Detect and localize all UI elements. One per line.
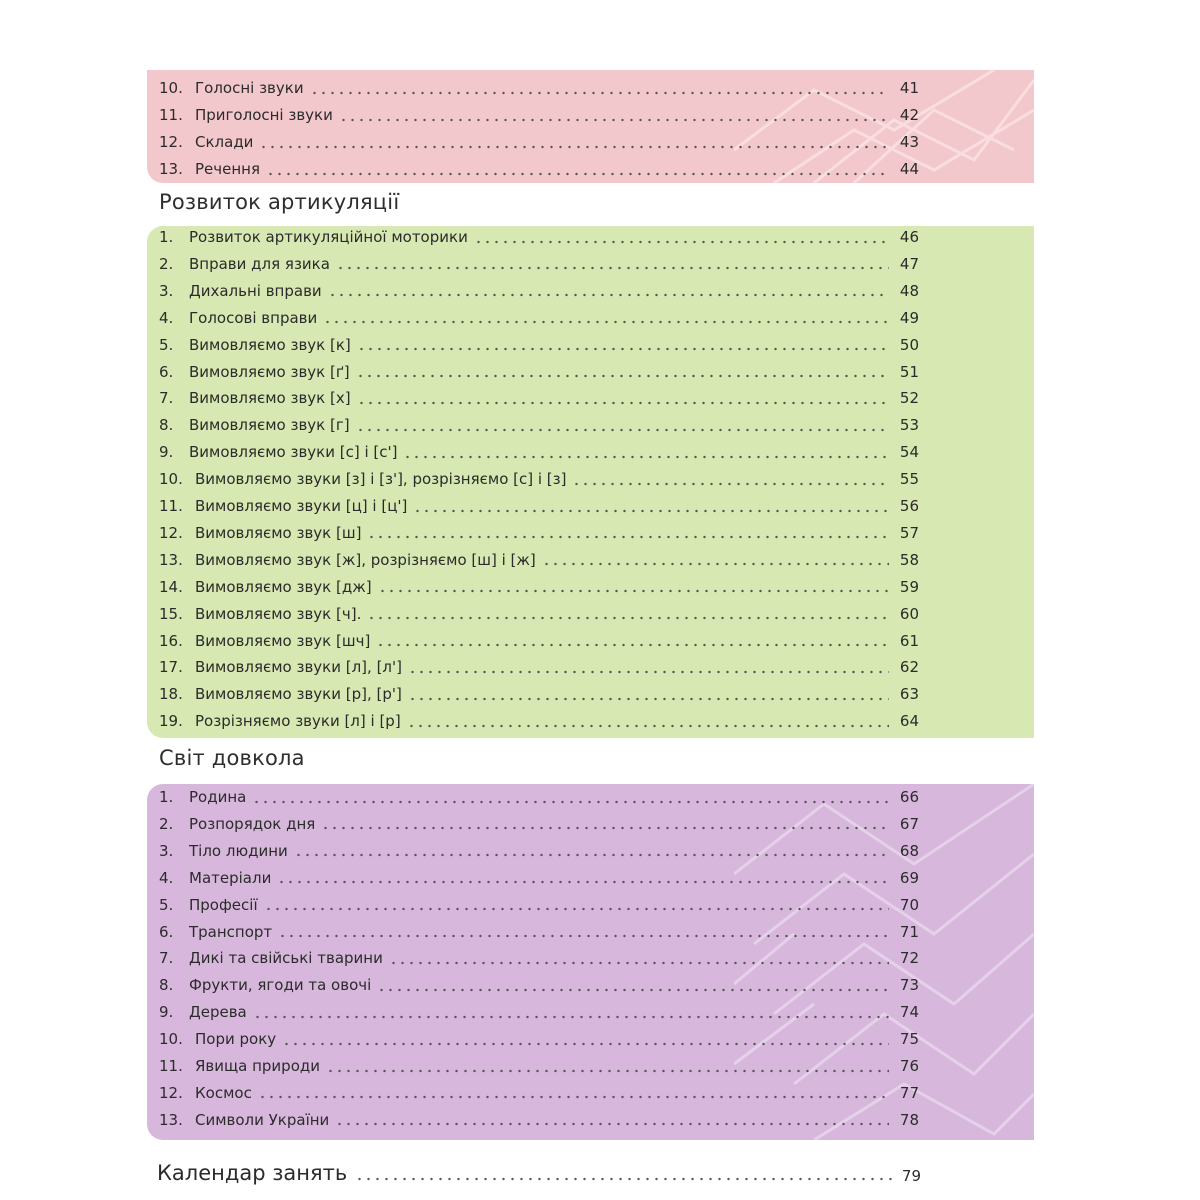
- toc-entry[interactable]: [159, 439, 919, 466]
- dot-leader: [328, 293, 889, 297]
- toc-entry[interactable]: [159, 574, 919, 601]
- toc-entry[interactable]: [159, 278, 919, 305]
- toc-entry[interactable]: [159, 838, 919, 865]
- toc-entry-page: 69: [899, 868, 919, 887]
- dot-leader: [259, 145, 889, 149]
- toc-entry-page: 60: [899, 604, 919, 623]
- toc-entry-number: 16.: [159, 631, 183, 650]
- toc-entry-page: 41: [899, 79, 919, 97]
- toc-entry-number: 13.: [159, 160, 183, 178]
- toc-entry[interactable]: [159, 1080, 919, 1107]
- toc-entry[interactable]: [159, 547, 919, 574]
- toc-entry[interactable]: [159, 1107, 919, 1134]
- toc-entry-number: 17.: [159, 658, 183, 677]
- dot-leader: [378, 589, 889, 593]
- toc-entry-label: Вимовляємо звук [ґ]: [189, 362, 350, 381]
- toc-entry-label: Матеріали: [189, 868, 272, 887]
- toc-entry-page: 76: [899, 1057, 919, 1075]
- toc-entry[interactable]: [159, 129, 919, 156]
- dot-leader: [572, 482, 889, 486]
- dot-leader: [323, 320, 889, 324]
- toc-entry[interactable]: [159, 305, 919, 332]
- toc-entry[interactable]: [159, 601, 919, 628]
- toc-entry-label: Вимовляємо звук [к]: [189, 335, 351, 354]
- calendar-entry-label: Календар занять: [157, 1161, 348, 1185]
- toc-entry-number: 1.: [159, 788, 174, 806]
- dot-leader: [258, 1095, 889, 1099]
- toc-entry-number: 6.: [159, 362, 174, 381]
- toc-entry-page: 56: [899, 497, 919, 515]
- toc-entry-label: Вимовляємо звук [дж]: [195, 577, 372, 596]
- toc-entry-label: Професії: [189, 895, 258, 914]
- toc-entry[interactable]: [159, 892, 919, 919]
- dot-leader: [357, 347, 889, 351]
- toc-entry-label: Космос: [195, 1083, 252, 1102]
- toc-entry-label: Вимовляємо звук [х]: [189, 389, 351, 408]
- toc-entry-page: 73: [899, 976, 919, 995]
- toc-entry-label: Дихальні вправи: [189, 281, 322, 300]
- toc-entry-label: Пори року: [195, 1030, 277, 1049]
- dot-leader: [339, 118, 889, 122]
- toc-entry[interactable]: [159, 945, 919, 972]
- toc-entry[interactable]: [159, 865, 919, 892]
- toc-entry[interactable]: [159, 520, 919, 547]
- world-section-panel: [147, 784, 1034, 1140]
- toc-entry-page: 47: [899, 254, 919, 273]
- toc-entry-label: Розпорядок дня: [189, 814, 316, 833]
- toc-entry-page: 70: [899, 895, 919, 914]
- dot-leader: [408, 697, 889, 701]
- dot-leader: [403, 455, 889, 459]
- toc-entry-label: Родина: [189, 788, 247, 806]
- dot-leader: [389, 961, 889, 965]
- toc-entry-page: 58: [899, 550, 919, 569]
- toc-entry-page: 51: [899, 362, 919, 381]
- toc-entry-number: 7.: [159, 949, 174, 968]
- toc-entry-label: Вимовляємо звук [ч].: [195, 604, 362, 623]
- toc-entry[interactable]: [159, 226, 919, 251]
- toc-entry-page: 43: [899, 133, 919, 151]
- toc-entry-label: Вимовляємо звук [шч]: [195, 631, 371, 650]
- toc-entry-page: 44: [899, 160, 919, 178]
- toc-entry-number: 18.: [159, 685, 183, 704]
- toc-entry-number: 9.: [159, 1003, 174, 1022]
- toc-entry[interactable]: [159, 102, 919, 129]
- dot-leader: [377, 988, 889, 992]
- sounds-section-panel: [147, 70, 1034, 183]
- toc-entry-label: Тіло людини: [189, 841, 288, 860]
- toc-entry-label: Голосові вправи: [189, 308, 318, 327]
- toc-entry-label: Розвиток артикуляційної моторики: [189, 228, 468, 246]
- toc-entry-page: 64: [899, 712, 919, 731]
- toc-entry-number: 2.: [159, 254, 174, 273]
- toc-entry-page: 55: [899, 470, 919, 489]
- dot-leader: [367, 535, 889, 539]
- toc-entry[interactable]: [159, 493, 919, 520]
- toc-entry-number: 5.: [159, 895, 174, 914]
- toc-entry-label: Вимовляємо звук [г]: [189, 416, 350, 435]
- toc-entry-label: Фрукти, ягоди та овочі: [189, 976, 372, 995]
- toc-entry-number: 11.: [159, 497, 183, 515]
- dot-leader: [474, 240, 889, 244]
- toc-entry-number: 1.: [159, 228, 174, 246]
- toc-entry-number: 6.: [159, 922, 174, 941]
- dot-leader: [326, 1069, 889, 1073]
- world-section-title: Світ довкола: [159, 746, 305, 770]
- toc-entry-number: 12.: [159, 133, 183, 151]
- toc-entry-number: 8.: [159, 976, 174, 995]
- toc-entry-page: 46: [899, 228, 919, 246]
- toc-entry[interactable]: [159, 412, 919, 439]
- toc-entry-label: Вимовляємо звуки [ц] і [ц']: [195, 497, 408, 515]
- toc-entry-number: 11.: [159, 106, 183, 124]
- calendar-entry-page: 79: [901, 1167, 921, 1185]
- toc-entry-number: 4.: [159, 308, 174, 327]
- toc-entry[interactable]: [159, 1026, 919, 1053]
- dot-leader: [542, 562, 889, 566]
- toc-entry[interactable]: [159, 972, 919, 999]
- dot-leader: [357, 401, 889, 405]
- dot-leader: [310, 91, 889, 95]
- toc-entry-number: 10.: [159, 1030, 183, 1049]
- toc-entry-number: 9.: [159, 443, 174, 462]
- dot-leader: [376, 643, 889, 647]
- toc-entry-number: 10.: [159, 79, 183, 97]
- toc-entry-page: 50: [899, 335, 919, 354]
- toc-entry-label: Вимовляємо звуки [з] і [з'], розрізняємо [с] і [з]: [195, 470, 567, 489]
- dot-leader: [355, 1177, 894, 1181]
- toc-entry-page: 54: [899, 443, 919, 462]
- dot-leader: [335, 1122, 889, 1126]
- toc-entry-label: Вимовляємо звук [ш]: [195, 523, 362, 542]
- toc-entry-number: 4.: [159, 868, 174, 887]
- toc-entry-number: 12.: [159, 1083, 183, 1102]
- dot-leader: [264, 907, 889, 911]
- toc-entry-label: Вправи для язика: [189, 254, 330, 273]
- toc-entry-number: 14.: [159, 577, 183, 596]
- toc-entry-page: 42: [899, 106, 919, 124]
- toc-entry-number: 12.: [159, 523, 183, 542]
- toc-entry[interactable]: [159, 466, 919, 493]
- toc-entry-number: 3.: [159, 281, 174, 300]
- toc-entry-page: 52: [899, 389, 919, 408]
- toc-entry-number: 13.: [159, 550, 183, 569]
- toc-entry-page: 61: [899, 631, 919, 650]
- toc-entry-label: Вимовляємо звук [ж], розрізняємо [ш] і [ж]: [195, 550, 536, 569]
- toc-entry-page: 49: [899, 308, 919, 327]
- toc-entry-number: 19.: [159, 712, 183, 731]
- dot-leader: [321, 826, 889, 830]
- toc-entry-label: Голосні звуки: [195, 79, 304, 97]
- toc-entry-page: 62: [899, 658, 919, 677]
- toc-entry-page: 48: [899, 281, 919, 300]
- toc-entry[interactable]: [159, 1053, 919, 1080]
- toc-entry[interactable]: [159, 784, 919, 811]
- dot-leader: [278, 934, 889, 938]
- toc-entry[interactable]: [159, 681, 919, 708]
- toc-entry-label: Дикі та свійські тварини: [189, 949, 383, 968]
- dot-leader: [282, 1042, 889, 1046]
- toc-entry-page: 66: [899, 788, 919, 806]
- toc-entry-page: 53: [899, 416, 919, 435]
- toc-entry-number: 7.: [159, 389, 174, 408]
- dot-leader: [407, 724, 889, 728]
- toc-entry-label: Вимовляємо звуки [л], [л']: [195, 658, 402, 677]
- toc-entry[interactable]: [159, 332, 919, 359]
- toc-entry-label: Вимовляємо звуки [с] і [с']: [189, 443, 398, 462]
- toc-entry-label: Транспорт: [189, 922, 273, 941]
- toc-entry-page: 59: [899, 577, 919, 596]
- toc-entry-number: 3.: [159, 841, 174, 860]
- toc-entry-page: 77: [899, 1083, 919, 1102]
- toc-entry[interactable]: [159, 156, 919, 183]
- toc-entry-number: 15.: [159, 604, 183, 623]
- dot-leader: [413, 509, 889, 513]
- toc-entry-page: 75: [899, 1030, 919, 1049]
- dot-leader: [266, 172, 889, 176]
- articulation-section-panel: [147, 226, 1034, 738]
- toc-entry-label: Символи України: [195, 1110, 330, 1129]
- toc-entry-number: 10.: [159, 470, 183, 489]
- toc-entry-page: 57: [899, 523, 919, 542]
- toc-entry[interactable]: [159, 251, 919, 278]
- dot-leader: [356, 374, 889, 378]
- toc-entry[interactable]: [159, 359, 919, 386]
- toc-entry-page: 74: [899, 1003, 919, 1022]
- toc-entry-number: 8.: [159, 416, 174, 435]
- dot-leader: [253, 1015, 889, 1019]
- toc-entry-page: 71: [899, 922, 919, 941]
- toc-entry-label: Вимовляємо звуки [р], [р']: [195, 685, 402, 704]
- dot-leader: [356, 428, 889, 432]
- articulation-section-title: Розвиток артикуляції: [159, 190, 400, 214]
- toc-entry[interactable]: [159, 654, 919, 681]
- toc-entry[interactable]: [159, 999, 919, 1026]
- calendar-entry[interactable]: [157, 1158, 921, 1188]
- toc-entry-number: 2.: [159, 814, 174, 833]
- toc-entry-page: 72: [899, 949, 919, 968]
- dot-leader: [367, 616, 889, 620]
- toc-entry-label: Приголосні звуки: [195, 106, 333, 124]
- dot-leader: [294, 853, 889, 857]
- dot-leader: [408, 670, 889, 674]
- toc-entry[interactable]: [159, 385, 919, 412]
- dot-leader: [252, 800, 889, 804]
- toc-entry[interactable]: [159, 75, 919, 102]
- toc-entry-label: Склади: [195, 133, 254, 151]
- toc-entry-page: 78: [899, 1110, 919, 1129]
- toc-entry-number: 13.: [159, 1110, 183, 1129]
- dot-leader: [277, 880, 889, 884]
- toc-entry-page: 63: [899, 685, 919, 704]
- toc-entry[interactable]: [159, 628, 919, 655]
- toc-entry-page: 68: [899, 841, 919, 860]
- toc-entry-label: Розрізняємо звуки [л] і [р]: [195, 712, 401, 731]
- toc-entry-page: 67: [899, 814, 919, 833]
- toc-entry-label: Явища природи: [195, 1057, 320, 1075]
- dot-leader: [336, 266, 889, 270]
- toc-entry[interactable]: [159, 919, 919, 946]
- toc-entry-number: 5.: [159, 335, 174, 354]
- toc-entry-label: Речення: [195, 160, 261, 178]
- toc-entry-number: 11.: [159, 1057, 183, 1075]
- toc-entry[interactable]: [159, 708, 919, 735]
- toc-entry[interactable]: [159, 811, 919, 838]
- toc-entry-label: Дерева: [189, 1003, 247, 1022]
